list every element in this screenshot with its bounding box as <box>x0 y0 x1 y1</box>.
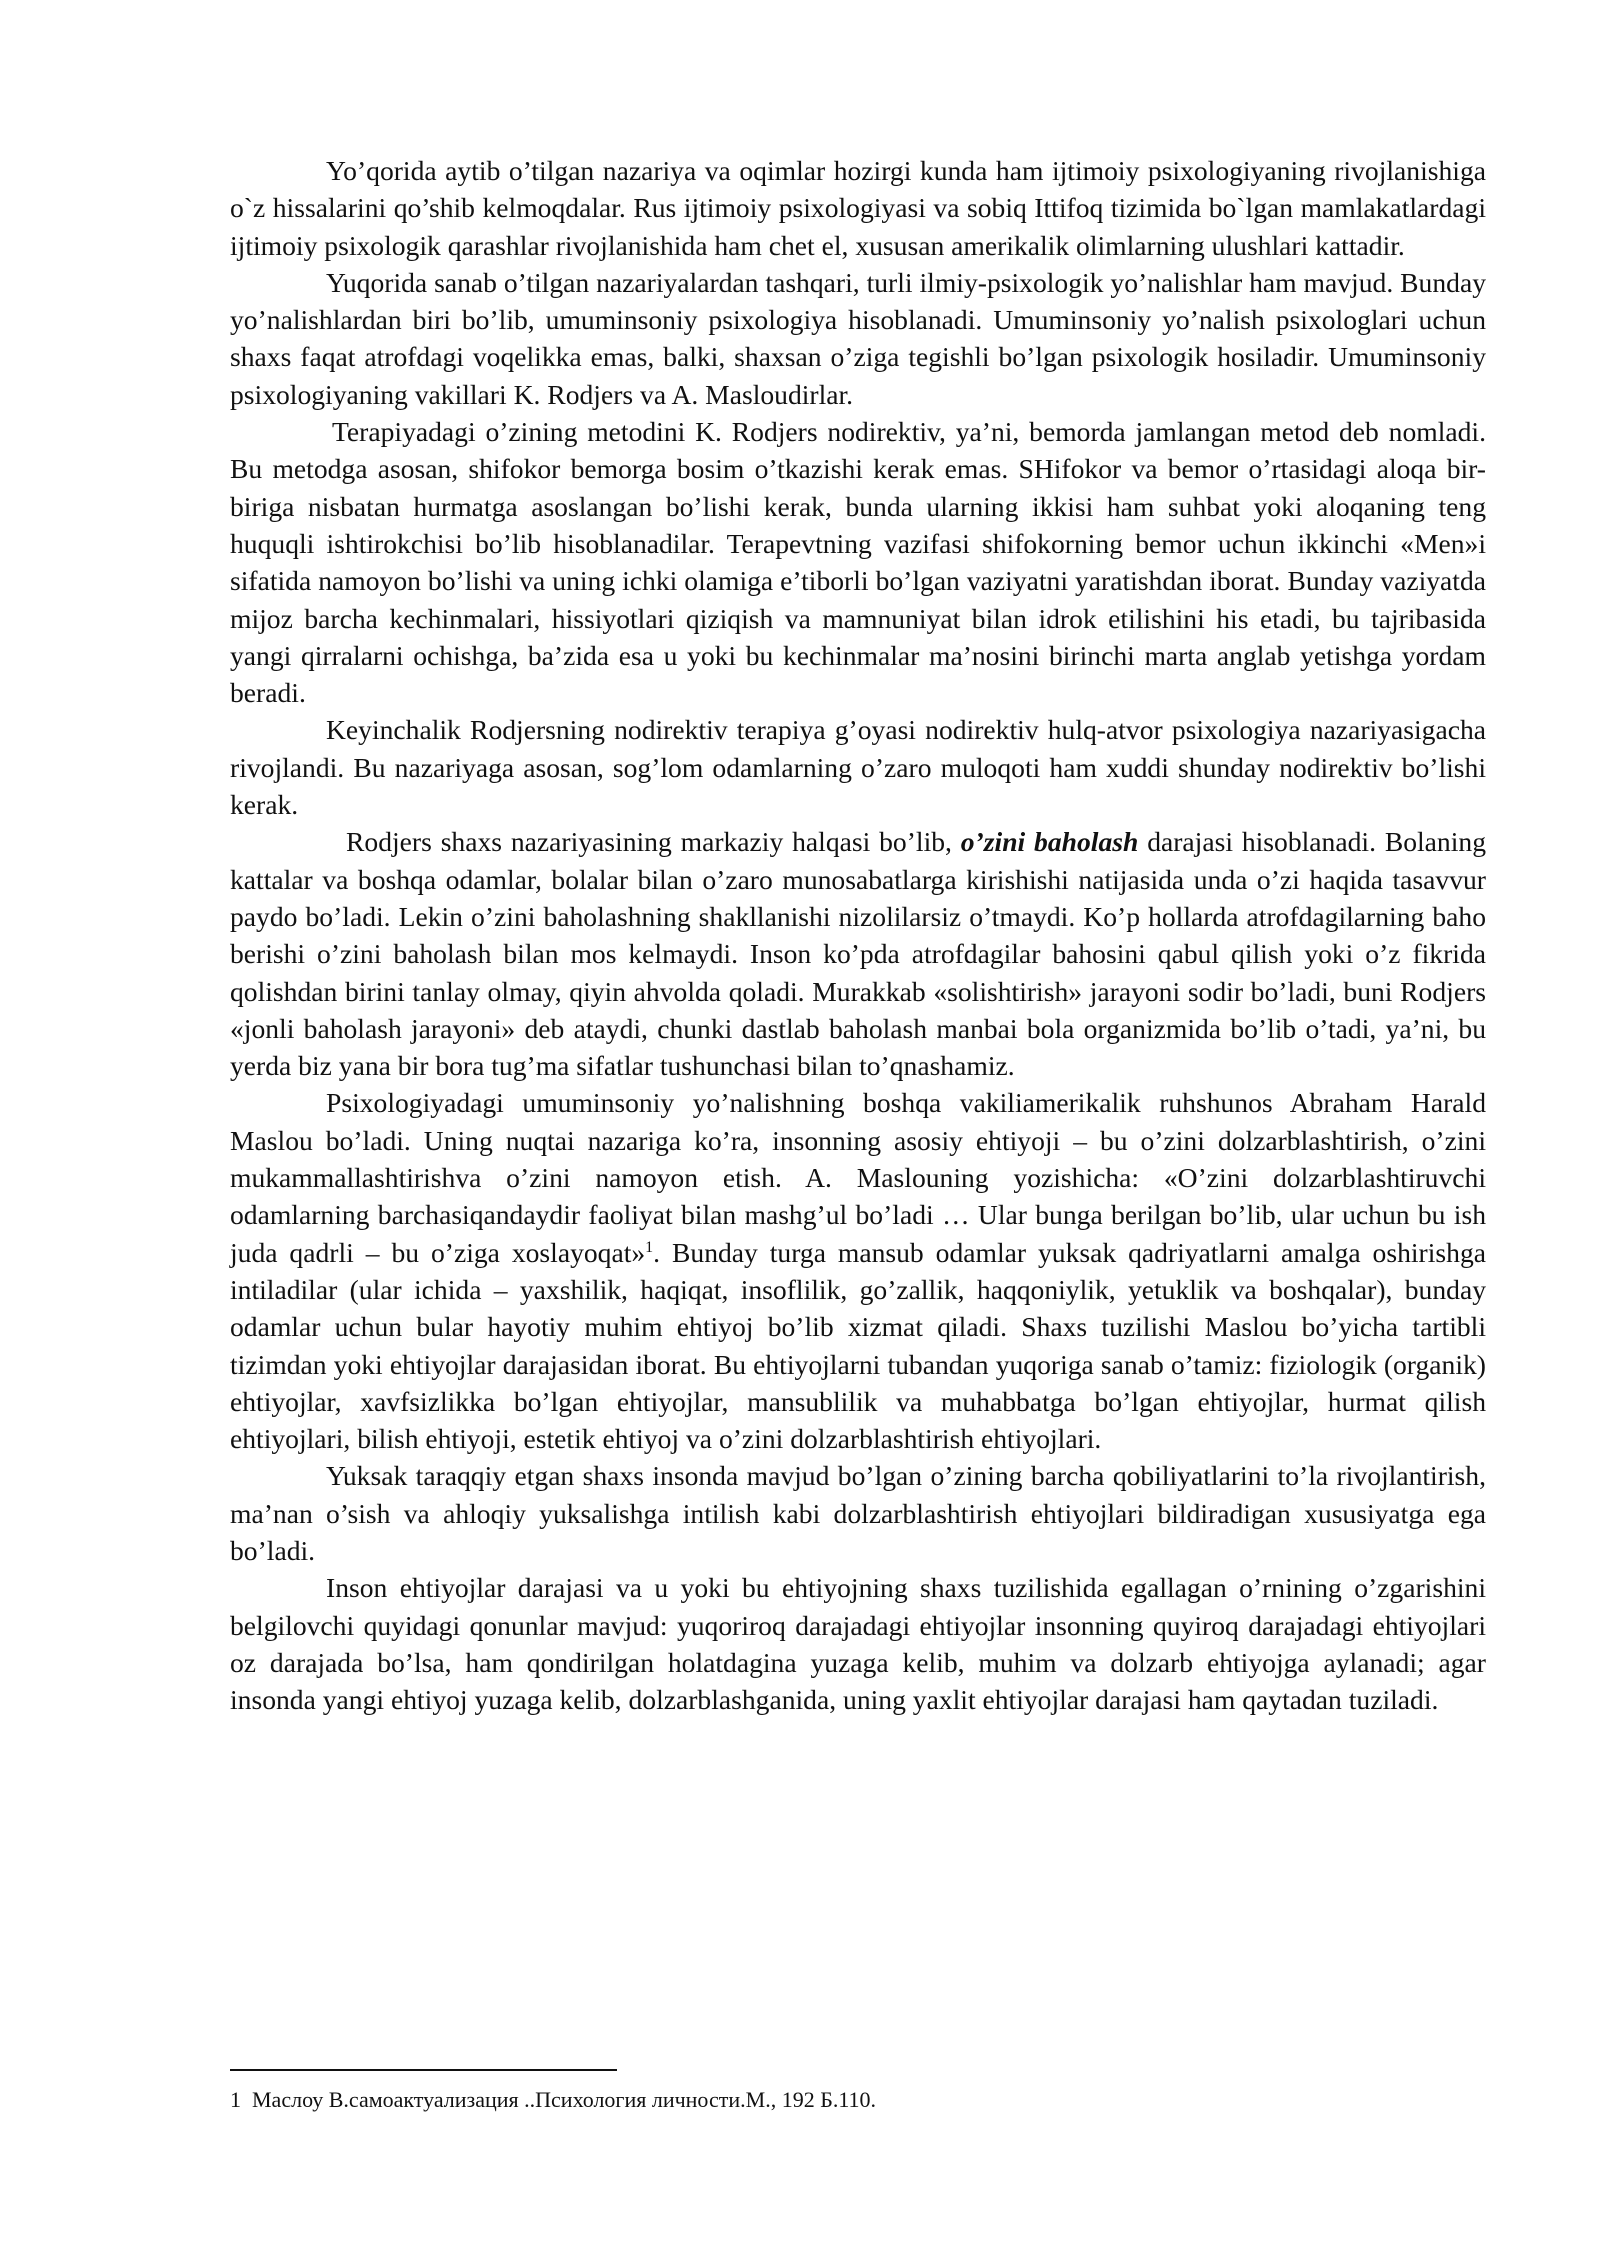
paragraph: Yuksak taraqqiy etgan shaxs insonda mavjud bo’lgan o’zining barcha qobiliyatlarini to’la rivojlantirish, ma’nan o’sish va ahloqiy yuksalishga intilish kabi dolzarblashtirish ehtiyojlari bildiradigan xususiyatga ega bo’ladi. <box>230 1460 1486 1566</box>
emphasis-term: o’zini baholash <box>960 826 1139 858</box>
paragraph: Keyinchalik Rodjersning nodirektiv terapiya g’oyasi nodirektiv hulq-atvor psixologiya nazariyasigacha rivojlandi. Bu nazariyaga asosan, sog’lom odamlarning o’zaro muloqoti ham xuddi shunday nodirektiv bo’lishi kerak. <box>230 714 1486 821</box>
paragraph-text: Rodjers shaxs nazariyasining markaziy halqasi bo’lib, <box>346 826 961 858</box>
paragraph-text: . Bunday turga mansub odamlar yuksak qadriyatlarni amalga oshirishga intiladilar (ular ichida – yaxshilik, haqiqat, insoflilik, go’zallik, haqqoniylik, yetuklik va boshqalar), bunday odamlar uchun bular hayotiy muhim ehtiyoj bo’lib xizmat qiladi. Shaxs tuzilishi Maslou bo’yicha tartibli tizimdan yoki ehtiyojlar darajasidan iborat. Bu ehtiyojlarni tubandan yuqoriga sanab o’tamiz: fiziologik (organik) ehtiyojlar, xavfsizlikka bo’lgan ehtiyojlar, mansublilik va muhabbatga bo’lgan ehtiyojlar, hurmat qilish ehtiyojlari, bilish ehtiyoji, estetik ehtiyoj va o’zini dolzarblashtirish ehtiyojlari. <box>230 1236 1486 1455</box>
paragraph-text: Psixologiyadagi umuminsoniy yo’nalishning boshqa vakiliamerikalik ruhshunos Abraham Harald Maslou bo’ladi. Uning nuqtai nazariga ko’ra, insonning asosiy ehtiyoji – bu o’zini dolzarblashtirish, o’zini mukammallashtirishva o’zini namoyon etish. A. Maslouning yozishicha: «O’zini dolzarblashtiruvchi odamlarning barchasiqandaydir faoliyat bilan mashg’ul bo’ladi … Ular bunga berilgan bo’lib, ular uchun bu ish juda qadrli – bu o’ziga xoslayoqat» <box>230 1087 1486 1268</box>
paragraph: Yo’qorida aytib o’tilgan nazariya va oqimlar hozirgi kunda ham ijtimoiy psixologiyaning rivojlanishiga o`z hissalarini qo’shib kelmoqdalar. Rus ijtimoiy psixologiyasi va sobiq Ittifoq tizimida bo`lgan mamlakatlardagi ijtimoiy psixologik qarashlar rivojlanishida ham chet el, xususan amerikalik olimlarning ulushlari kattadir. <box>230 155 1486 261</box>
footnote-text: Маслоу В.самоактуализация ..Психология личности.М., 192 Б.110. <box>252 2087 877 2112</box>
footnote-separator <box>230 2069 617 2071</box>
footnote <box>230 2086 1486 2114</box>
paragraph <box>230 823 1486 1084</box>
footnote-number: 1 <box>230 2087 241 2112</box>
paragraph: Terapiyadagi o’zining metodini K. Rodjers nodirektiv, ya’ni, bemorda jamlangan metod deb nomladi. Bu metodga asosan, shifokor bemorga bosim o’tkazishi kerak emas. SHifokor va bemor o’rtasidagi aloqa bir-biriga nisbatan hurmatga asoslangan bo’lishi kerak, bunda ularning ikkisi ham suhbat yoki aloqaning teng huquqli ishtirokchisi bo’lib hisoblanadilar. Terapevtning vazifasi shifokorning bemor uchun ikkinchi «Men»i sifatida namoyon bo’lishi va uning ichki olamiga e’tiborli bo’lgan vaziyatni yaratishdan iborat. Bunday vaziyatda mijoz barcha kechinmalari, hissiyotlari qiziqish va mamnuniyat bilan idrok etilishini his etadi, bu tajribasida yangi qirralarni ochishga, ba’zida esa u yoki bu kechinmalar ma’nosini birinchi marta anglab yetishga yordam beradi. <box>230 416 1486 709</box>
footnote-reference[interactable]: 1 <box>645 1238 654 1256</box>
paragraph: Inson ehtiyojlar darajasi va u yoki bu ehtiyojning shaxs tuzilishida egallagan o’rnining o’zgarishini belgilovchi quyidagi qonunlar mavjud: yuqoriroq darajadagi ehtiyojlar insonning quyiroq darajadagi ehtiyojlari oz darajada bo’lsa, ham qondirilgan holatdagina yuzaga kelib, muhim va dolzarb ehtiyojga aylanadi; agar insonda yangi ehtiyoj yuzaga kelib, dolzarblashganida, uning yaxlit ehtiyojlar darajasi ham qaytadan tuziladi. <box>230 1572 1486 1716</box>
paragraph <box>230 1084 1486 1457</box>
paragraph-text: darajasi hisoblanadi. Bolaning kattalar va boshqa odamlar, bolalar bilan o’zaro munosabatlarga kirishishi natijasida unda o’zi haqida tasavvur paydo bo’ladi. Lekin o’zini baholashning shakllanishi nizolilarsiz o’tmaydi. Ko’p hollarda atrofdagilarning baho berishi o’zini baholash bilan mos kelmaydi. Inson ko’pda atrofdagilar bahosini qabul qilish yoki o’z fikrida qolishdan birini tanlay olmay, qiyin ahvolda qoladi. Murakkab «solishtirish» jarayoni sodir bo’ladi, buni Rodjers «jonli baholash jarayoni» deb ataydi, chunki dastlab baholash manbai bola organizmida bo’lib o’tadi, ya’ni, bu yerda biz yana bir bora tug’ma sifatlar tushunchasi bilan to’qnashamiz. <box>230 826 1486 1082</box>
paragraph: Yuqorida sanab o’tilgan nazariyalardan tashqari, turli ilmiy-psixologik yo’nalishlar ham mavjud. Bunday yo’nalishlardan biri bo’lib, umuminsoniy psixologiya hisoblanadi. Umuminsoniy yo’nalish psixologlari uchun shaxs faqat atrofdagi voqelikka emas, balki, shaxsan o’ziga tegishli bo’lgan psixologik hosiladir. Umuminsoniy psixologiyaning vakillari K. Rodjers va A. Masloudirlar. <box>230 266 1486 410</box>
body-text <box>230 152 1486 1718</box>
